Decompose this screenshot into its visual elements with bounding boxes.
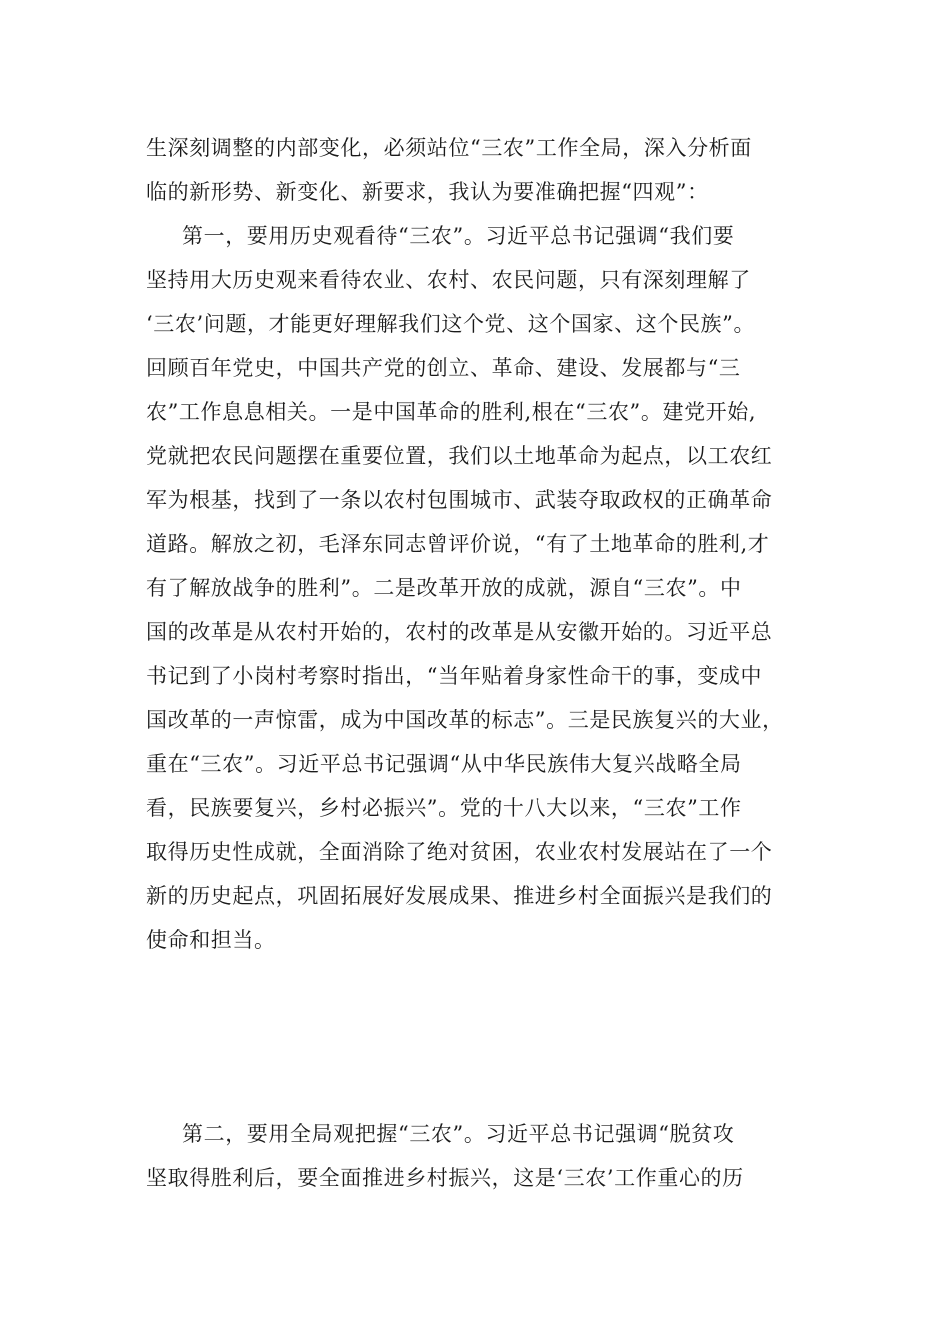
- paragraph-overall-view: [146, 1112, 816, 1200]
- text-line: 坚持用大历史观来看待农业、农村、农民问题，只有深刻理解了: [146, 268, 751, 292]
- paragraph-history-view: [146, 214, 816, 1050]
- text-line: [146, 962, 816, 1006]
- text-line: 回顾百年党史，中国共产党的创立、革命、建设、发展都与“三: [146, 356, 741, 380]
- text-line: 坚取得胜利后，要全面推进乡村振兴，这是‘三农’工作重心的历: [146, 1166, 744, 1190]
- text-line: 看，民族要复兴，乡村必振兴”。党的十八大以来，“三农”工作: [146, 796, 742, 820]
- text-line: 农”工作息息相关。一是中国革命的胜利,根在“三农”。建党开始,: [146, 400, 757, 424]
- text-line: [146, 1006, 816, 1050]
- text-line: 道路。解放之初，毛泽东同志曾评价说，“有了土地革命的胜利,才: [146, 532, 770, 556]
- text-line: 使命和担当。: [146, 928, 276, 952]
- text-line: 国改革的一声惊雷，成为中国改革的标志”。三是民族复兴的大业，: [146, 708, 784, 732]
- text-line: 临的新形势、新变化、新要求，我认为要准确把握“四观”：: [146, 180, 709, 204]
- text-line: 党就把农民问题摆在重要位置，我们以土地革命为起点，以工农红: [146, 444, 773, 468]
- text-line: 第一，要用历史观看待“三农”。习近平总书记强调“我们要: [182, 224, 735, 248]
- text-line: 有了解放战争的胜利”。二是改革开放的成就，源自“三农”。中: [146, 576, 742, 600]
- paragraph-intro: [146, 126, 816, 214]
- text-line: ‘三农’问题，才能更好理解我们这个党、这个国家、这个民族”。: [146, 312, 756, 336]
- text-line: 新的历史起点，巩固拓展好发展成果、推进乡村全面振兴是我们的: [146, 884, 773, 908]
- text-line: 重在“三农”。习近平总书记强调“从中华民族伟大复兴战略全局: [146, 752, 742, 776]
- text-line: 军为根基，找到了一条以农村包围城市、武装夺取政权的正确革命: [146, 488, 773, 512]
- text-line: 生深刻调整的内部变化，必须站位“三农”工作全局，深入分析面: [146, 136, 752, 160]
- text-line: 书记到了小岗村考察时指出，“当年贴着身家性命干的事，变成中: [146, 664, 763, 688]
- text-line: 第二，要用全局观把握“三农”。习近平总书记强调“脱贫攻: [182, 1122, 735, 1146]
- text-line: 国的改革是从农村开始的，农村的改革是从安徽开始的。习近平总: [146, 620, 773, 644]
- text-line: 取得历史性成就，全面消除了绝对贫困，农业农村发展站在了一个: [146, 840, 773, 864]
